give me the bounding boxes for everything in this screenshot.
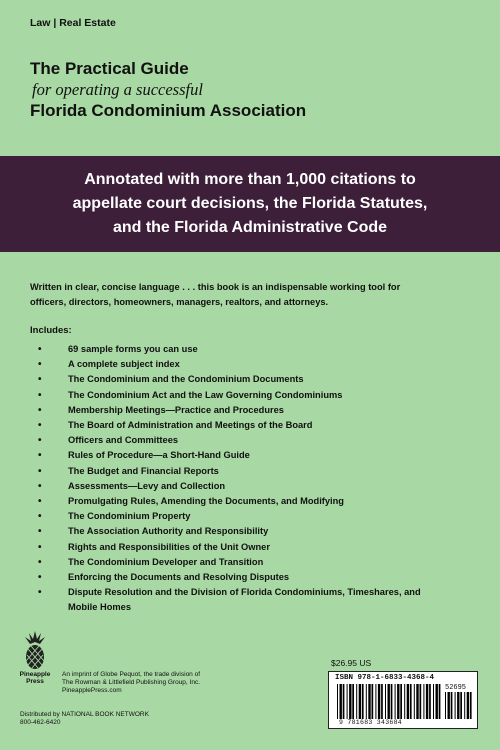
imprint-text: An imprint of Globe Pequot, the trade division of The Rowman & Littlefield Publishing Group, Inc. PineapplePress.com (62, 671, 292, 695)
bullet-icon: • (38, 526, 42, 538)
banner-line-1: Annotated with more than 1,000 citations to (84, 171, 416, 188)
includes-label: Includes: (30, 325, 72, 336)
bullet-icon: • (38, 344, 42, 355)
barcode-bar (455, 692, 456, 719)
title-line-2: for operating a successful (32, 80, 203, 99)
barcode-bar (372, 684, 374, 719)
publisher-website: PineapplePress.com (62, 687, 122, 694)
barcode-bar (460, 692, 462, 719)
bullet-icon: • (38, 572, 42, 584)
banner-line-2: appellate court decisions, the Florida Statutes, (72, 195, 428, 212)
barcode (328, 671, 478, 729)
barcode-bar (416, 684, 418, 719)
list-item: • The Condominium Property (38, 509, 478, 524)
addon-text: 52695 (445, 684, 467, 692)
pineapple-press-logo (18, 630, 52, 685)
list-item: • The Condominium Developer and Transition (38, 555, 478, 570)
intro-line-1: Written in clear, concise language . . . this book is an indispensable working tool for (30, 282, 401, 292)
title-block (30, 58, 306, 122)
intro-line-2: officers, directors, homeowners, managers, realtors, and attorneys. (30, 296, 329, 307)
bullet-icon: • (38, 450, 42, 462)
barcode-bar (378, 684, 380, 719)
ean-text: 9 781683 343684 (339, 719, 403, 726)
barcode-bar (397, 684, 399, 719)
ean-barcode-bars (337, 684, 441, 719)
bullet-icon: • (38, 541, 42, 553)
list-item: • A complete subject index (38, 357, 478, 372)
bullet-icon: • (38, 587, 42, 599)
isbn-text: ISBN 978-1-6833-4368-4 (335, 674, 435, 682)
barcode-bar (375, 684, 376, 719)
title-line-3: Florida Condominium Association (30, 101, 307, 120)
barcode-bar (388, 684, 390, 719)
list-item: • The Board of Administration and Meetings of the Board (38, 418, 478, 433)
barcode-bar (451, 692, 453, 719)
bullet-icon: • (38, 480, 42, 492)
bullet-icon: • (38, 511, 42, 523)
citations-banner (0, 156, 500, 252)
bullet-icon: • (38, 389, 42, 401)
barcode-bar (359, 684, 361, 719)
bullet-icon: • (38, 420, 42, 432)
bullet-icon: • (38, 374, 42, 386)
barcode-bar (349, 684, 351, 719)
barcode-bar (457, 692, 459, 719)
barcode-bar (420, 684, 422, 719)
barcode-bar (470, 692, 472, 719)
barcode-bar (337, 684, 338, 719)
list-item: • Assessments—Levy and Collection (38, 479, 478, 494)
list-item-continuation: Mobile Homes (68, 602, 132, 613)
barcode-bar (448, 692, 450, 719)
list-item: • The Condominium Act and the Law Governing Condominiums (38, 388, 478, 403)
addon-barcode-bars (445, 692, 473, 719)
barcode-bar (400, 684, 402, 719)
barcode-bar (366, 684, 367, 719)
barcode-bar (426, 684, 428, 719)
barcode-bar (429, 684, 431, 719)
barcode-bar (395, 684, 396, 719)
list-item: • 69 sample forms you can use (38, 342, 478, 357)
barcode-bar (433, 684, 434, 719)
bullet-icon: • (38, 404, 42, 416)
banner-line-3: and the Florida Administrative Code (112, 219, 388, 236)
barcode-bar (404, 684, 405, 719)
barcode-bar (381, 684, 383, 719)
barcode-bar (391, 684, 393, 719)
title-line-1: The Practical Guide (30, 59, 189, 78)
list-item: • Rights and Responsibilities of the Unit Owner (38, 540, 478, 555)
distributor-text: Distributed by NATIONAL BOOK NETWORK 800-462-6420 (20, 711, 149, 726)
bullet-icon: • (38, 496, 42, 508)
list-item: • Membership Meetings—Practice and Procedures (38, 403, 478, 418)
barcode-bar (343, 684, 345, 719)
list-item: • Enforcing the Documents and Resolving Disputes (38, 570, 478, 585)
barcode-bar (414, 684, 415, 719)
list-item: • The Association Authority and Responsibility (38, 524, 478, 539)
barcode-bar (436, 684, 438, 719)
list-item: • The Condominium and the Condominium Documents (38, 372, 478, 387)
barcode-bar (347, 684, 348, 719)
bullet-icon: • (38, 465, 42, 477)
logo-text: Pineapple Press (19, 671, 51, 685)
barcode-bar (445, 692, 446, 719)
barcode-bar (407, 684, 409, 719)
list-item: • Officers and Committees (38, 433, 478, 448)
barcode-bar (368, 684, 370, 719)
list-item: • Rules of Procedure—a Short-Hand Guide (38, 448, 478, 463)
pineapple-icon (22, 630, 48, 670)
intro-paragraph (30, 280, 480, 309)
barcode-bar (410, 684, 412, 719)
bullet-icon: • (38, 435, 42, 447)
bullet-icon: • (38, 556, 42, 568)
list-item: • The Budget and Financial Reports (38, 464, 478, 479)
barcode-bar (467, 692, 469, 719)
list-item: • Dispute Resolution and the Division of Florida Condominiums, Timeshares, and (38, 585, 478, 600)
barcode-bar (439, 684, 441, 719)
includes-list (38, 342, 478, 616)
bullet-icon: • (38, 359, 42, 371)
category-label: Law | Real Estate (30, 17, 116, 29)
barcode-bar (464, 692, 465, 719)
barcode-bar (340, 684, 342, 719)
barcode-bar (356, 684, 357, 719)
barcode-bar (362, 684, 364, 719)
price-label: $26.95 US (331, 658, 372, 668)
barcode-bar (385, 684, 386, 719)
list-item: • Promulgating Rules, Amending the Documents, and Modifying (38, 494, 478, 509)
barcode-bar (352, 684, 354, 719)
barcode-bar (423, 684, 424, 719)
